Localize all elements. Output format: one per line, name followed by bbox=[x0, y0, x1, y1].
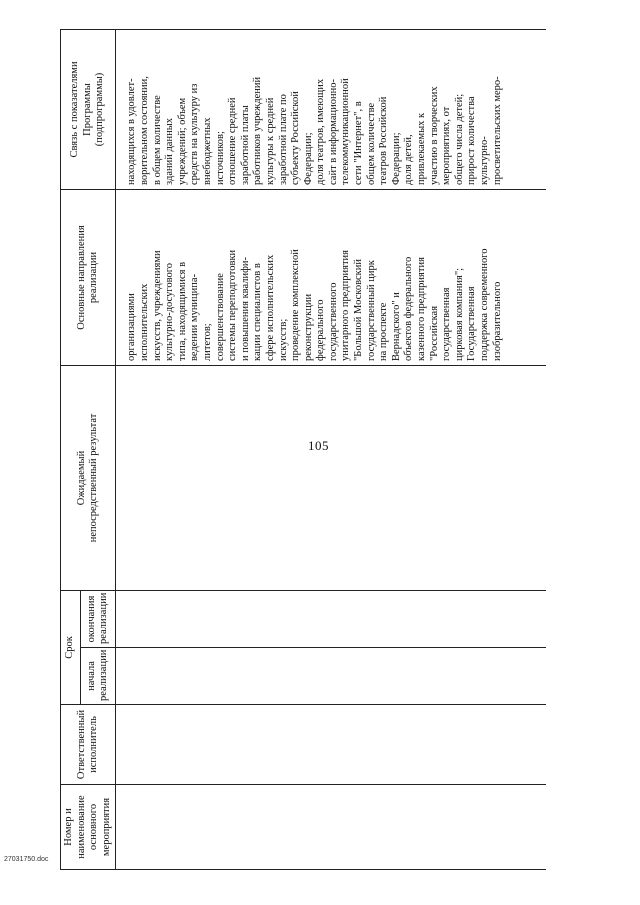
header-line: начала bbox=[85, 661, 97, 691]
directions-text-line: "Российская bbox=[428, 305, 440, 361]
directions-text-line: системы переподготовки bbox=[227, 249, 239, 361]
header-line: основного bbox=[88, 803, 100, 851]
cell-indicators bbox=[116, 29, 547, 189]
header-term-start bbox=[81, 648, 116, 705]
directions-text-line: культурно-досугового bbox=[164, 262, 176, 361]
indicators-text-line: внебюджетных bbox=[201, 117, 213, 185]
header-indicators bbox=[61, 29, 116, 189]
header-line: мероприятия bbox=[100, 797, 112, 857]
directions-text-line: искусств; bbox=[277, 318, 289, 361]
directions-text-line: и повышения квалифи- bbox=[239, 256, 251, 361]
indicators-text-line: доля театров, имеющих bbox=[315, 78, 327, 185]
indicators-text-line: общем количестве bbox=[365, 102, 377, 185]
header-responsible bbox=[61, 705, 116, 785]
indicators-text-line: участию в творческих bbox=[428, 86, 440, 185]
directions-text-line: литетов; bbox=[201, 323, 213, 361]
indicators-text-line: сайт в информационно- bbox=[327, 79, 339, 185]
directions-text-line: организациями bbox=[126, 293, 138, 361]
directions-text-line: ведении муниципа- bbox=[189, 273, 201, 361]
directions-text-line: объектов федерального bbox=[403, 256, 415, 361]
header-term: Срок bbox=[61, 590, 81, 704]
indicators-text-line: источников; bbox=[214, 131, 226, 185]
directions-text-line: государственная bbox=[441, 287, 453, 361]
indicators-text-line: просветительских меро- bbox=[491, 76, 503, 185]
indicators-text-line: учреждений; объем bbox=[176, 97, 188, 185]
directions-text-line: цирковая компания"; bbox=[453, 267, 465, 361]
directions-text-line: поддержка современного bbox=[479, 248, 490, 361]
directions-text-line: на проспекте bbox=[378, 302, 390, 361]
indicators-text-line: Федерации; bbox=[302, 132, 314, 185]
header-line: реализации bbox=[88, 251, 100, 304]
indicators-text-line: средств на культуру из bbox=[189, 83, 201, 185]
directions-text-line: федерального bbox=[315, 299, 327, 361]
directions-text-line: "Большой Московский bbox=[353, 258, 365, 361]
indicators-text-line: мероприятиях, от bbox=[441, 106, 453, 185]
header-line: Ожидаемый bbox=[75, 450, 87, 506]
header-line: реализации bbox=[98, 592, 110, 644]
header-activity-name bbox=[61, 785, 116, 870]
directions-text-line: казенного предприятия bbox=[416, 257, 428, 361]
indicators-text-line: заработной плате по bbox=[277, 94, 289, 185]
rotated-table-container bbox=[60, 30, 620, 870]
indicators-text-line: заработной платы bbox=[239, 105, 251, 185]
directions-text-line: совершенствование bbox=[214, 273, 226, 361]
cell-term-end bbox=[116, 590, 547, 647]
indicators-text-line: ворительном состоянии, bbox=[138, 76, 150, 185]
indicators-text-line: Федерации; bbox=[390, 132, 402, 185]
header-line: окончания bbox=[85, 595, 97, 643]
directions-text-line: проведение комплексной bbox=[290, 249, 302, 361]
directions-text-line: государственного bbox=[327, 282, 339, 361]
directions-text-line: государственный цирк bbox=[365, 260, 377, 361]
header-line: Номер и bbox=[63, 808, 74, 846]
header-expected-result bbox=[61, 365, 116, 590]
header-term-end bbox=[81, 590, 116, 647]
program-activities-table bbox=[60, 29, 546, 870]
directions-text-line: сфере исполнительских bbox=[264, 254, 276, 361]
indicators-text-line: театров Российской bbox=[378, 96, 390, 185]
indicators-text-line: отношение средней bbox=[227, 97, 239, 185]
directions-text-line: унитарного предприятия bbox=[340, 249, 352, 361]
header-line: Ответственный bbox=[75, 709, 87, 780]
header-line: наименование bbox=[75, 795, 87, 859]
indicators-text-line: работников учреждений bbox=[252, 76, 264, 185]
indicators-text-line: сети "Интернет", в bbox=[353, 101, 365, 185]
header-directions bbox=[61, 189, 116, 365]
header-line: исполнитель bbox=[88, 716, 100, 773]
indicators-text-line: в общем количестве bbox=[151, 95, 163, 185]
cell-term-start bbox=[116, 648, 547, 705]
indicators-text-line: субъекту Российской bbox=[290, 91, 302, 185]
cell-responsible bbox=[116, 705, 547, 785]
directions-text-line: изобразительного bbox=[491, 281, 503, 361]
cell-expected-result bbox=[116, 365, 547, 590]
document-file-id: 27031750.doc bbox=[4, 856, 49, 863]
indicators-text-line: прирост количества bbox=[466, 96, 478, 185]
directions-text-line: исполнительских bbox=[138, 283, 150, 361]
header-line: (подпрограммы) bbox=[94, 72, 106, 147]
indicators-text-line: зданий данных bbox=[164, 117, 176, 185]
directions-text-line: искусств, учреждениями bbox=[151, 250, 163, 361]
indicators-text-line: общего числа детей; bbox=[453, 93, 465, 185]
indicators-text-line: телекоммуникационной bbox=[340, 78, 352, 185]
cell-directions bbox=[116, 189, 547, 365]
directions-text-line: типа, находящимися в bbox=[176, 261, 188, 361]
indicators-text-line: культурно- bbox=[479, 136, 490, 185]
header-line: Основные направления bbox=[75, 225, 87, 330]
indicators-text-line: находящихся в удовлет- bbox=[126, 78, 138, 185]
header-line: Связь с показателями bbox=[69, 61, 81, 158]
directions-text-line: Государственная bbox=[466, 286, 478, 361]
header-line: непосредственный результат bbox=[88, 413, 100, 543]
directions-text-line: кации специалистов в bbox=[252, 263, 264, 361]
header-line: Программы bbox=[81, 83, 93, 136]
cell-activity-name bbox=[116, 785, 547, 870]
header-line: реализации bbox=[98, 649, 110, 701]
page-number: 105 bbox=[308, 438, 329, 453]
directions-text-line: Вернадского" и bbox=[390, 292, 402, 361]
indicators-text-line: привлекаемых к bbox=[416, 112, 428, 185]
indicators-text-line: доля детей, bbox=[403, 134, 415, 185]
indicators-text-line: культуры к средней bbox=[264, 97, 276, 185]
directions-text-line: реконструкции bbox=[302, 293, 314, 361]
